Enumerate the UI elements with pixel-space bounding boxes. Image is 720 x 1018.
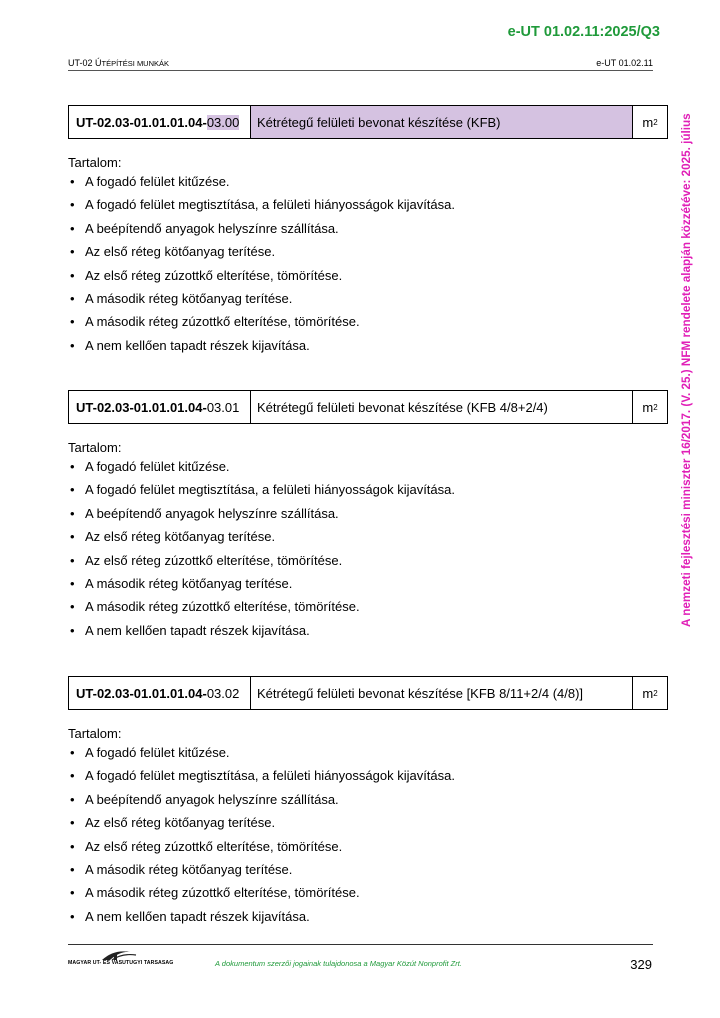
- bullet-icon: •: [70, 197, 75, 213]
- step-list: [68, 170, 668, 357]
- item-code: [69, 391, 251, 423]
- list-item: [68, 764, 668, 787]
- running-header: [68, 58, 653, 68]
- item-code-suffix: 03.02: [206, 685, 240, 701]
- list-item: [68, 835, 668, 858]
- item-header-table: [68, 105, 668, 139]
- document-code: e-UT 01.02.11:2025/Q3: [507, 24, 660, 40]
- item-unit-exponent: 2: [653, 688, 658, 698]
- step-text: A második réteg zúzottkő elterítése, tömörítése.: [85, 314, 360, 330]
- logo-text: MAGYAR UT- ES VASUTUGYI TARSASAG: [68, 960, 174, 966]
- item-unit: [633, 391, 667, 423]
- step-list: [68, 741, 668, 928]
- step-text: A fogadó felület megtisztítása, a felületi hiányosságok kijavítása.: [85, 482, 455, 498]
- list-item: [68, 788, 668, 811]
- item-code-suffix: 03.01: [206, 399, 240, 415]
- list-item: [68, 478, 668, 501]
- step-text: Az első réteg kötőanyag terítése.: [85, 244, 276, 260]
- bullet-icon: •: [70, 174, 75, 189]
- list-item: [68, 881, 668, 904]
- association-logo: [68, 948, 174, 972]
- bullet-icon: •: [70, 622, 75, 638]
- list-item: [68, 595, 668, 618]
- step-text: A második réteg kötőanyag terítése.: [85, 290, 293, 306]
- bullet-icon: •: [70, 838, 75, 854]
- list-item: [68, 858, 668, 881]
- step-text: Az első réteg kötőanyag terítése.: [85, 529, 276, 545]
- bullet-icon: •: [70, 599, 75, 615]
- step-text: A nem kellően tapadt részek kijavítása.: [85, 908, 310, 924]
- item-unit-exponent: 2: [653, 402, 658, 412]
- item-code-suffix: 03.00: [206, 114, 240, 130]
- bullet-icon: •: [70, 768, 75, 784]
- step-text: A fogadó felület kitűzése.: [85, 459, 230, 474]
- list-item: [68, 455, 668, 478]
- step-text: A beépítendő anyagok helyszínre szállítása.: [85, 791, 339, 807]
- bullet-icon: •: [70, 220, 75, 236]
- bullet-icon: •: [70, 908, 75, 924]
- bullet-icon: •: [70, 290, 75, 306]
- bullet-icon: •: [70, 244, 75, 260]
- work-item-0300: [68, 105, 668, 357]
- step-text: A beépítendő anyagok helyszínre szállítása.: [85, 505, 339, 521]
- item-name: Kétrétegű felületi bevonat készítése [KFB 8/11+2/4 (4/8)]: [251, 677, 633, 709]
- list-item: [68, 905, 668, 928]
- bullet-icon: •: [70, 459, 75, 474]
- list-item: [68, 525, 668, 548]
- list-item: [68, 811, 668, 834]
- bullet-icon: •: [70, 505, 75, 521]
- step-text: A nem kellően tapadt részek kijavítása.: [85, 622, 310, 638]
- item-unit-base: m: [642, 685, 654, 701]
- step-text: A fogadó felület kitűzése.: [85, 745, 230, 760]
- bullet-icon: •: [70, 815, 75, 831]
- item-code: [69, 677, 251, 709]
- item-name: Kétrétegű felületi bevonat készítése (KFB 4/8+2/4): [251, 391, 633, 423]
- step-text: A nem kellően tapadt részek kijavítása.: [85, 337, 310, 353]
- item-header-table: [68, 390, 668, 424]
- work-item-0301: [68, 390, 668, 642]
- list-item: [68, 741, 668, 764]
- bullet-icon: •: [70, 482, 75, 498]
- header-section-prefix: UT-02 Ú: [68, 58, 102, 68]
- item-unit-base: m: [642, 114, 654, 130]
- item-unit-exponent: 2: [653, 117, 658, 127]
- header-section-rest: TÉPÍTÉSI MUNKÁK: [101, 59, 170, 68]
- step-text: A fogadó felület megtisztítása, a felületi hiányosságok kijavítása.: [85, 197, 455, 213]
- copyright-notice: A dokumentum szerzői jogainak tulajdonosa a Magyar Közút Nonprofit Zrt.: [215, 959, 462, 968]
- content-label: Tartalom:: [68, 726, 122, 741]
- bullet-icon: •: [70, 314, 75, 330]
- header-section-title: [68, 58, 169, 68]
- list-item: [68, 619, 668, 642]
- list-item: [68, 217, 668, 240]
- item-code: [69, 106, 251, 138]
- step-text: A második réteg kötőanyag terítése.: [85, 861, 293, 877]
- list-item: [68, 240, 668, 263]
- item-unit-base: m: [642, 399, 654, 415]
- bullet-icon: •: [70, 529, 75, 545]
- bullet-icon: •: [70, 885, 75, 901]
- list-item: [68, 549, 668, 572]
- list-item: [68, 572, 668, 595]
- bullet-icon: •: [70, 552, 75, 568]
- step-text: A fogadó felület megtisztítása, a felületi hiányosságok kijavítása.: [85, 768, 455, 784]
- bullet-icon: •: [70, 267, 75, 283]
- bullet-icon: •: [70, 575, 75, 591]
- item-code-prefix: UT-02.03-01.01.01.04-: [76, 399, 207, 415]
- item-code-prefix: UT-02.03-01.01.01.04-: [76, 685, 207, 701]
- item-code-prefix: UT-02.03-01.01.01.04-: [76, 114, 207, 130]
- list-item: [68, 170, 668, 193]
- item-name: Kétrétegű felületi bevonat készítése (KFB): [251, 106, 633, 138]
- work-item-0302: [68, 676, 668, 928]
- list-item: [68, 310, 668, 333]
- header-divider: [68, 70, 653, 71]
- list-item: [68, 334, 668, 357]
- step-list: [68, 455, 668, 642]
- item-header-table: [68, 676, 668, 710]
- item-unit: [633, 106, 667, 138]
- step-text: A második réteg zúzottkő elterítése, tömörítése.: [85, 599, 360, 615]
- step-text: A második réteg zúzottkő elterítése, tömörítése.: [85, 885, 360, 901]
- step-text: Az első réteg zúzottkő elterítése, tömörítése.: [85, 838, 343, 854]
- step-text: A fogadó felület kitűzése.: [85, 174, 230, 189]
- list-item: [68, 502, 668, 525]
- bullet-icon: •: [70, 791, 75, 807]
- list-item: [68, 287, 668, 310]
- step-text: Az első réteg zúzottkő elterítése, tömörítése.: [85, 267, 343, 283]
- bullet-icon: •: [70, 861, 75, 877]
- step-text: A beépítendő anyagok helyszínre szállítása.: [85, 220, 339, 236]
- step-text: Az első réteg kötőanyag terítése.: [85, 815, 276, 831]
- publication-side-note: A nemzeti fejlesztési miniszter 16/2017. (V. 25.) NFM rendelete alapján közzétéve: 2025. július: [680, 113, 693, 627]
- step-text: A második réteg kötőanyag terítése.: [85, 575, 293, 591]
- list-item: [68, 193, 668, 216]
- content-label: Tartalom:: [68, 155, 122, 170]
- item-unit: [633, 677, 667, 709]
- step-text: Az első réteg zúzottkő elterítése, tömörítése.: [85, 552, 343, 568]
- list-item: [68, 264, 668, 287]
- bullet-icon: •: [70, 745, 75, 760]
- content-label: Tartalom:: [68, 440, 122, 455]
- bullet-icon: •: [70, 337, 75, 353]
- page-number: 329: [630, 957, 652, 972]
- header-doc-id: e-UT 01.02.11: [596, 58, 653, 68]
- footer-divider: [68, 944, 653, 945]
